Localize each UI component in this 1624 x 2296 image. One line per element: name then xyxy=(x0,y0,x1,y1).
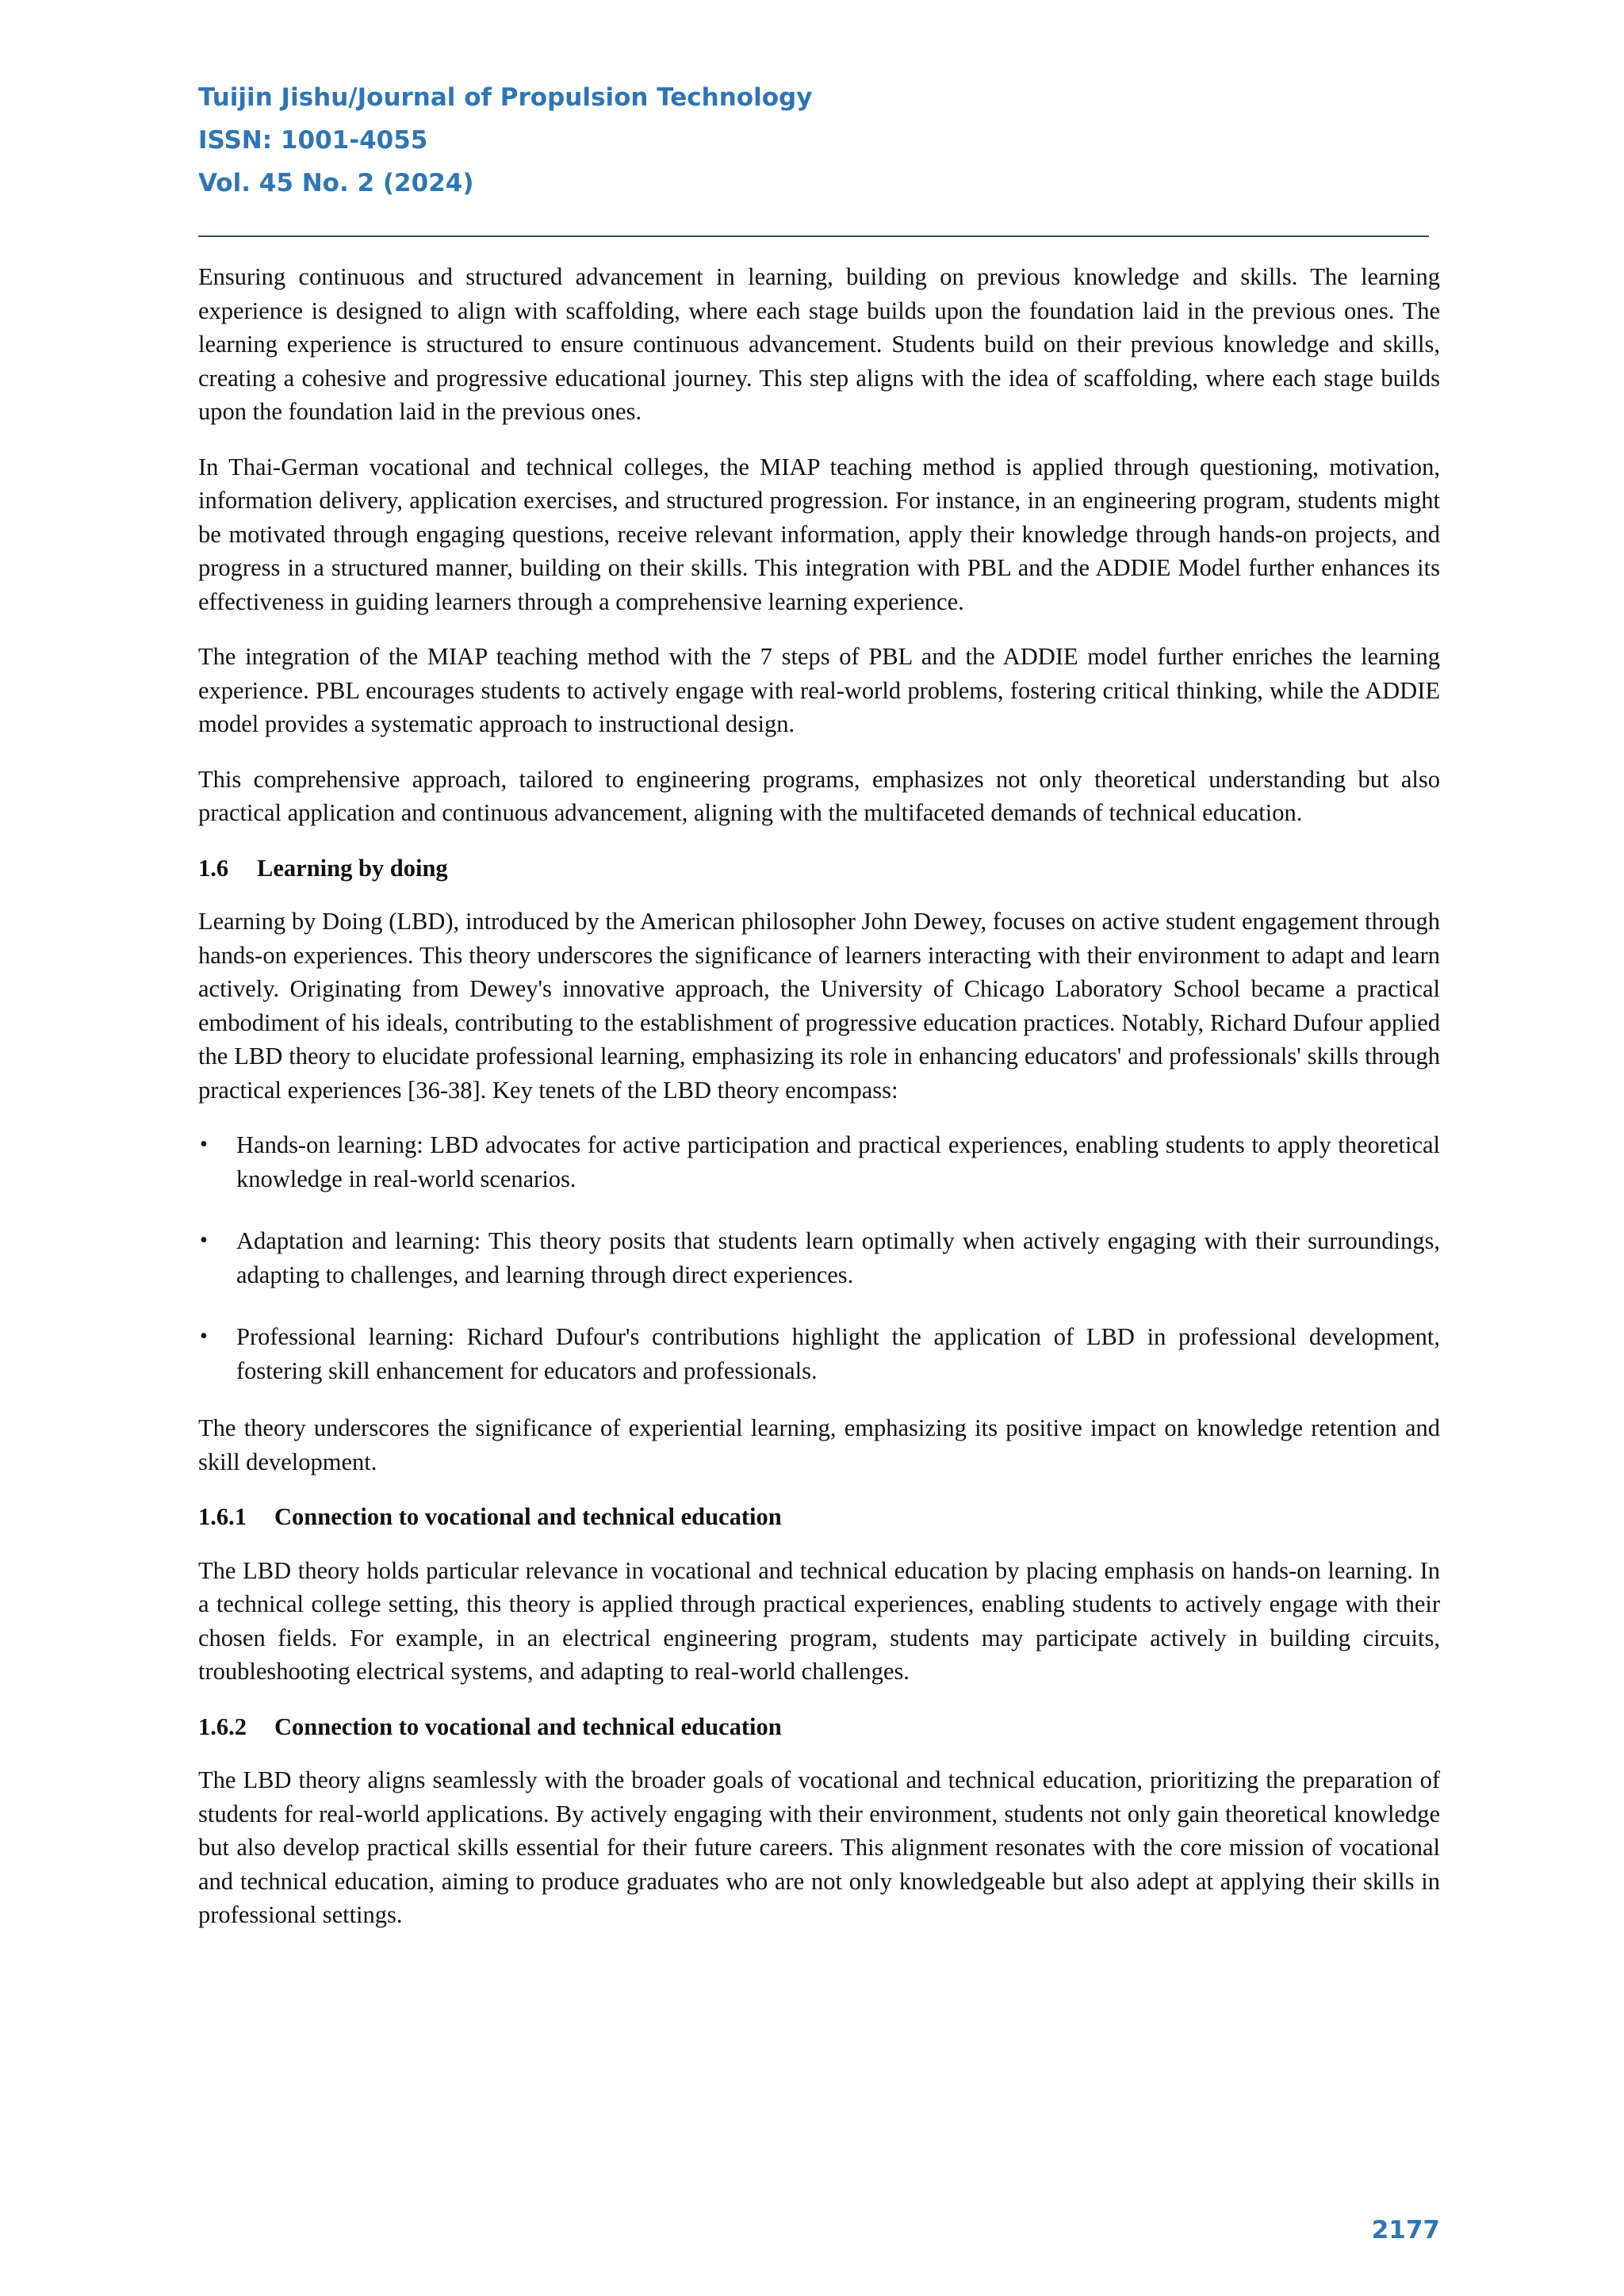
section-number: 1.6.1 xyxy=(198,1503,247,1530)
paragraph: The theory underscores the significance of experiential learning, emphasizing its positive impact on knowledge retention and skill development. xyxy=(198,1414,1440,1475)
bullet-item xyxy=(198,1224,1440,1292)
paragraph: The LBD theory aligns seamlessly with the broader goals of vocational and technical education, prioritizing the preparation of students for real-world applications. By actively engaging with their environment, students not only gain theoretical knowledge but also develop practical skills essential for their future careers. This alignment resonates with the core mission of vocational and technical education, aiming to produce graduates who are not only knowledgeable but also adept at applying their skills in professional settings. xyxy=(198,1766,1440,1928)
section-title: Connection to vocational and technical education xyxy=(274,1503,782,1530)
journal-title: Tuijin Jishu/Journal of Propulsion Technology xyxy=(198,83,813,112)
section-number: 1.6 xyxy=(198,854,229,882)
paragraph: The integration of the MIAP teaching method with the 7 steps of PBL and the ADDIE model further enriches the learning experience. PBL encourages students to actively engage with real-world problems, fostering critical thinking, while the ADDIE model provides a systematic approach to instructional design. xyxy=(198,643,1440,737)
bullet-item xyxy=(198,1128,1440,1196)
bullet-text: Hands-on learning: LBD advocates for active participation and practical experiences, enabling students to apply theoretical knowledge in real-world scenarios. xyxy=(236,1131,1440,1192)
paragraph: Ensuring continuous and structured advancement in learning, building on previous knowledge and skills. The learning experience is designed to align with scaffolding, where each stage builds upon the foundation laid in the previous ones. The learning experience is structured to ensure continuous advancement. Students build on their previous knowledge and skills, creating a cohesive and progressive educational journey. This step aligns with the idea of scaffolding, where each stage builds upon the foundation laid in the previous ones. xyxy=(198,263,1440,425)
page-number: 2177 xyxy=(1371,2216,1440,2244)
bullet-item xyxy=(198,1320,1440,1387)
paragraph: The LBD theory holds particular relevance in vocational and technical education by placing emphasis on hands-on learning. In a technical college setting, this theory is applied through practical experiences, enabling students to actively engage with their chosen fields. For example, in an electrical engineering program, students may participate actively in building circuits, troubleshooting electrical systems, and adapting to real-world challenges. xyxy=(198,1556,1440,1685)
journal-issn: ISSN: 1001-4055 xyxy=(198,126,428,155)
bullet-text: Adaptation and learning: This theory posits that students learn optimally when actively engaging with their surroundings, adapting to challenges, and learning through direct experiences. xyxy=(236,1227,1440,1288)
section-number: 1.6.2 xyxy=(198,1712,247,1740)
bullet-list xyxy=(198,1128,1440,1387)
article-body xyxy=(198,260,1440,1954)
journal-header xyxy=(198,76,812,205)
journal-volume: Vol. 45 No. 2 (2024) xyxy=(198,169,474,197)
paragraph: This comprehensive approach, tailored to engineering programs, emphasizes not only theoretical understanding but also practical application and continuous advancement, aligning with the multifaceted demands of technical education. xyxy=(198,765,1440,826)
bullet-icon: • xyxy=(200,1132,208,1157)
bullet-icon: • xyxy=(200,1228,208,1253)
bullet-text: Professional learning: Richard Dufour's contributions highlight the application of LBD in professional development, fostering skill enhancement for educators and professionals. xyxy=(236,1323,1440,1384)
header-divider xyxy=(198,235,1429,237)
section-heading-1-6-2 xyxy=(198,1710,1440,1744)
paragraph: In Thai-German vocational and technical colleges, the MIAP teaching method is applied through questioning, motivation, information delivery, application exercises, and structured progression. For instance, in an engineering program, students might be motivated through engaging questions, receive relevant information, apply their knowledge through hands-on projects, and progress in a structured manner, building on their skills. This integration with PBL and the ADDIE Model further enhances its effectiveness in guiding learners through a comprehensive learning experience. xyxy=(198,453,1440,615)
paragraph: Learning by Doing (LBD), introduced by the American philosopher John Dewey, focuses on active student engagement through hands-on experiences. This theory underscores the significance of learners interacting with their environment to adapt and learn actively. Originating from Dewey's innovative approach, the University of Chicago Laboratory School became a practical embodiment of his ideals, contributing to the establishment of progressive education practices. Notably, Richard Dufour applied the LBD theory to elucidate professional learning, emphasizing its role in enhancing educators' and professionals' skills through practical experiences [36-38]. Key tenets of the LBD theory encompass: xyxy=(198,908,1440,1104)
section-heading-1-6-1 xyxy=(198,1500,1440,1534)
section-heading-1-6 xyxy=(198,851,1440,886)
section-title: Learning by doing xyxy=(257,854,448,882)
bullet-icon: • xyxy=(200,1324,208,1349)
section-title: Connection to vocational and technical education xyxy=(274,1712,782,1740)
